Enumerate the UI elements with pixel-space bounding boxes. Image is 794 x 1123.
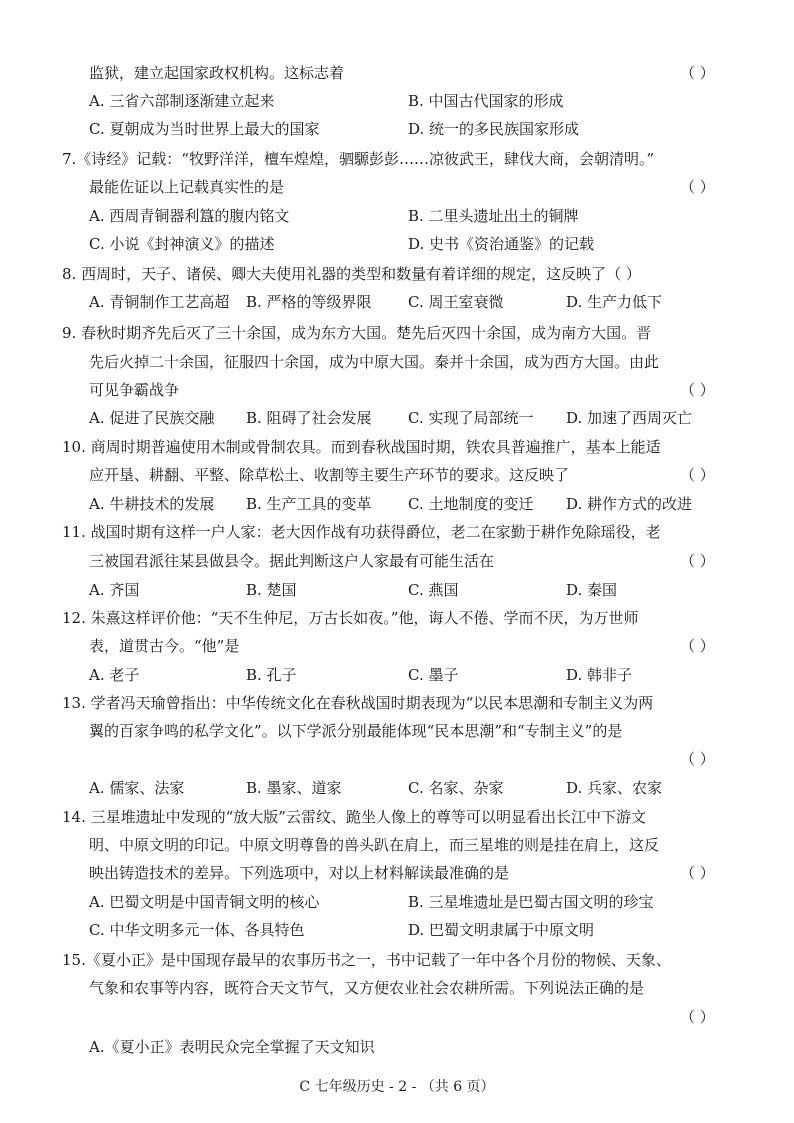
q13-option-c: C. 名家、杂家 xyxy=(408,779,504,797)
q9-stem-line3: 可见争霸战争 xyxy=(89,381,180,399)
q14-stem-line1: 14. 三星堆遗址中发现的“放大版”云雷纹、跪坐人像上的尊等可以明显看出长江中下游文 xyxy=(62,808,646,826)
q7-option-d: D. 史书《资治通鉴》的记载 xyxy=(408,235,595,253)
q14-stem-line3: 映出铸造技术的差异。下列选项中，对以上材料解读最准确的是 xyxy=(89,864,510,882)
q12-answer-blank: （ ） xyxy=(680,637,715,655)
q10-option-d: D. 耕作方式的改进 xyxy=(566,495,693,513)
q13-answer-blank: （ ） xyxy=(680,750,715,768)
q7-option-b: B. 二里头遗址出土的铜牌 xyxy=(408,207,579,225)
q7-stem-line2: 最能佐证以上记载真实性的是 xyxy=(89,178,285,196)
q7-stem-line1: 7.《诗经》记载：“牧野洋洋，檀车煌煌，驷騵彭彭……凉彼武王，肆伐大商，会朝清明。” xyxy=(62,150,655,168)
q12-stem-line1: 12. 朱熹这样评价他：“天不生仲尼，万古长如夜。”他，诲人不倦、学而不厌，为万世师 xyxy=(62,609,639,627)
q14-answer-blank: （ ） xyxy=(680,864,715,882)
q6-option-b: B. 中国古代国家的形成 xyxy=(408,92,564,110)
q10-option-c: C. 土地制度的变迁 xyxy=(408,495,534,513)
q11-stem-line1: 11. 战国时期有这样一户人家：老大因作战有功获得爵位，老二在家勤于耕作免除瑶役，老 xyxy=(62,523,661,541)
q15-answer-blank: （ ） xyxy=(680,1008,715,1026)
q8-option-a: A. 青铜制作工艺高超 xyxy=(89,293,230,311)
q12-option-b: B. 孔子 xyxy=(246,666,297,684)
q13-stem-line1: 13. 学者冯天瑜曾指出：中华传统文化在春秋战国时期表现为“以民本思潮和专制主义为两 xyxy=(62,694,654,712)
q13-option-d: D. 兵家、农家 xyxy=(566,779,663,797)
q10-stem-line1: 10. 商周时期普遍使用木制或骨制农具。而到春秋战国时期，铁农具普遍推广，基本上能适 xyxy=(62,438,661,456)
q7-option-c: C. 小说《封神演义》的描述 xyxy=(89,235,275,253)
q13-stem-line2: 翼的百家争鸣的私学文化”。以下学派分别最能体现“民本思潮”和“专制主义”的是 xyxy=(89,722,623,740)
q9-stem-line1: 9. 春秋时期齐先后灭了三十余国，成为东方大国。楚先后灭四十余国，成为南方大国。晋 xyxy=(62,324,652,342)
q7-answer-blank: （ ） xyxy=(680,178,715,196)
q9-option-c: C. 实现了局部统一 xyxy=(408,409,534,427)
q15-stem-line1: 15.《夏小正》是中国现存最早的农事历书之一，书中记载了一年中各个月份的物候、天象、 xyxy=(62,951,671,969)
q12-option-c: C. 墨子 xyxy=(408,666,459,684)
q13-option-b: B. 墨家、道家 xyxy=(246,779,342,797)
q11-option-a: A. 齐国 xyxy=(89,581,140,599)
q11-option-c: C. 燕国 xyxy=(408,581,459,599)
q10-option-a: A. 牛耕技术的发展 xyxy=(89,495,215,513)
page-footer: C 七年级历史 - 2 - （共 6 页） xyxy=(299,1079,495,1095)
q12-option-a: A. 老子 xyxy=(89,666,140,684)
q10-option-b: B. 生产工具的变革 xyxy=(246,495,372,513)
q8-stem-line1: 8. 西周时，天子、诸侯、卿大夫使用礼器的类型和数量有着详细的规定，这反映了（ ） xyxy=(62,265,641,283)
q12-option-d: D. 韩非子 xyxy=(566,666,633,684)
q6-option-d: D. 统一的多民族国家形成 xyxy=(408,120,580,138)
q8-option-c: C. 周王室衰微 xyxy=(408,293,504,311)
q6-stem-line1: 监狱，建立起国家政权机构。这标志着 xyxy=(89,64,345,82)
q6-option-c: C. 夏朝成为当时世界上最大的国家 xyxy=(89,120,320,138)
q10-stem-line2: 应开垦、耕翻、平整、除草松土、收割等主要生产环节的要求。这反映了 xyxy=(89,466,570,484)
q14-option-d: D. 巴蜀文明隶属于中原文明 xyxy=(408,921,595,939)
q15-stem-line2: 气象和农事等内容，既符合天文节气，又方便农业社会农耕所需。下列说法正确的是 xyxy=(89,979,645,997)
q11-stem-line2: 三被国君派往某县做县令。据此判断这户人家最有可能生活在 xyxy=(89,552,495,570)
q10-answer-blank: （ ） xyxy=(680,466,715,484)
q13-option-a: A. 儒家、法家 xyxy=(89,779,185,797)
q8-option-b: B. 严格的等级界限 xyxy=(246,293,372,311)
q9-answer-blank: （ ） xyxy=(680,381,715,399)
q11-option-b: B. 楚国 xyxy=(246,581,297,599)
q9-option-a: A. 促进了民族交融 xyxy=(89,409,215,427)
q12-stem-line2: 表，道贯古今。“他”是 xyxy=(89,637,240,655)
q14-option-b: B. 三星堆遗址是巴蜀古国文明的珍宝 xyxy=(408,893,654,911)
q9-option-b: B. 阻碍了社会发展 xyxy=(246,409,372,427)
q14-stem-line2: 明、中原文明的印记。中原文明尊鲁的兽头趴在肩上，而三星堆的则是挂在肩上，这反 xyxy=(89,836,660,854)
q11-answer-blank: （ ） xyxy=(680,552,715,570)
q7-option-a: A. 西周青铜器利簋的腹内铭文 xyxy=(89,207,290,225)
q14-option-a: A. 巴蜀文明是中国青铜文明的核心 xyxy=(89,893,320,911)
q6-option-a: A. 三省六部制逐渐建立起来 xyxy=(89,92,275,110)
q14-option-c: C. 中华文明多元一体、各具特色 xyxy=(89,921,305,939)
q6-answer-blank: （ ） xyxy=(680,64,715,82)
q8-option-d: D. 生产力低下 xyxy=(566,293,663,311)
q9-option-d: D. 加速了西周灭亡 xyxy=(566,409,693,427)
q11-option-d: D. 秦国 xyxy=(566,581,618,599)
q15-option-a: A.《夏小正》表明民众完全掌握了天文知识 xyxy=(89,1038,375,1056)
q9-stem-line2: 先后火掉二十余国，征服四十余国，成为中原大国。秦并十余国，成为西方大国。由此 xyxy=(89,353,660,371)
